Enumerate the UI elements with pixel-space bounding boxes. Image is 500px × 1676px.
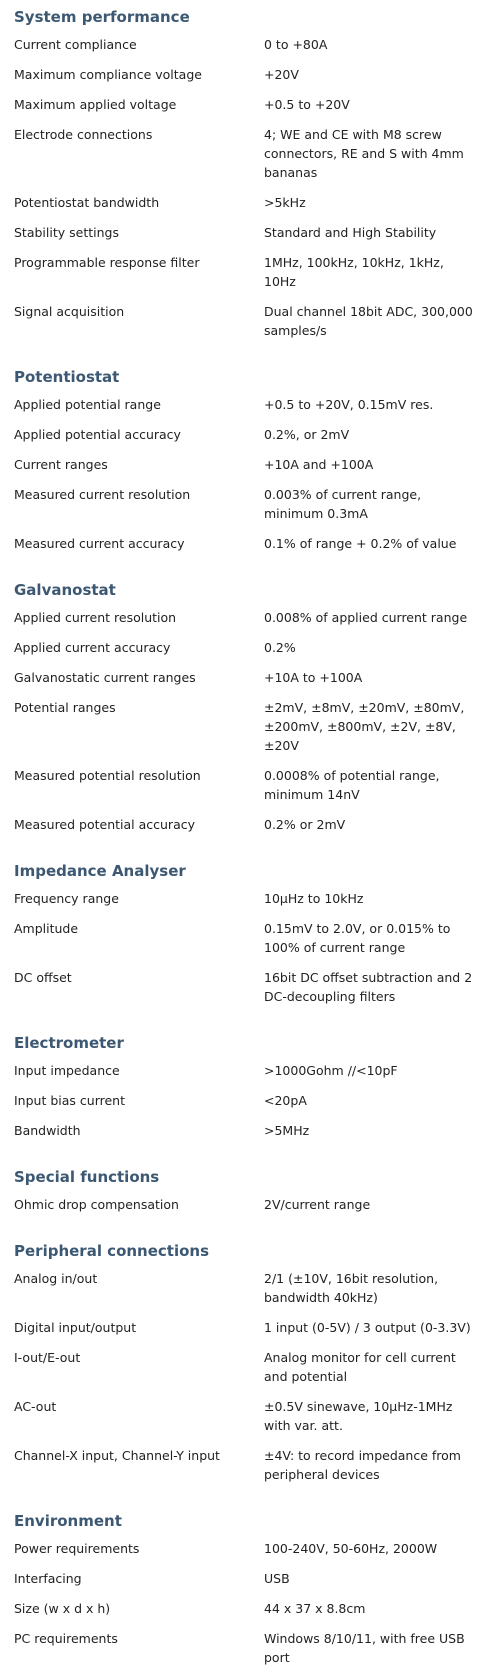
spec-row	[14, 532, 486, 562]
spec-row	[14, 33, 486, 63]
spec-value: 0.2% or 2mV	[264, 817, 346, 832]
spec-value: +10A to +100A	[264, 670, 363, 685]
spec-label: Stability settings	[14, 225, 119, 240]
spec-label: Measured potential resolution	[14, 768, 201, 783]
spec-label: AC-out	[14, 1399, 57, 1414]
spec-value: +10A and +100A	[264, 457, 374, 472]
spec-label: DC offset	[14, 970, 72, 985]
spec-row	[14, 63, 486, 93]
spec-label: Power requirements	[14, 1541, 140, 1556]
spec-value: 1MHz, 100kHz, 10kHz, 1kHz, 10Hz	[264, 255, 444, 289]
spec-value: 0.008% of applied current range	[264, 610, 468, 625]
section-title: Galvanostat	[14, 581, 116, 599]
spec-label: Potential ranges	[14, 700, 116, 715]
spec-label: Input bias current	[14, 1093, 125, 1108]
spec-row	[14, 1395, 486, 1444]
section-galvanostat	[14, 576, 486, 843]
spec-value: 0.003% of current range, minimum 0.3mA	[264, 487, 422, 521]
spec-label: Galvanostatic current ranges	[14, 670, 196, 685]
spec-label: Current ranges	[14, 457, 108, 472]
section-title: Impedance Analyser	[14, 862, 186, 880]
spec-row	[14, 696, 486, 764]
spec-label: Measured potential accuracy	[14, 817, 196, 832]
spec-value: +0.5 to +20V	[264, 97, 350, 112]
spec-value: ±2mV, ±8mV, ±20mV, ±80mV, ±200mV, ±800mV, ±2V, ±8V, ±20V	[264, 700, 465, 753]
spec-row	[14, 1089, 486, 1119]
spec-label: Interfacing	[14, 1571, 82, 1586]
section-title: Electrometer	[14, 1034, 124, 1052]
spec-value: 2/1 (±10V, 16bit resolution, bandwidth 40kHz)	[264, 1271, 439, 1305]
section-special-functions	[14, 1163, 486, 1223]
spec-row	[14, 1444, 486, 1493]
spec-label: I-out/E-out	[14, 1350, 81, 1365]
spec-row	[14, 1627, 486, 1676]
spec-label: Maximum applied voltage	[14, 97, 177, 112]
spec-row	[14, 1119, 486, 1149]
spec-row	[14, 1193, 486, 1223]
spec-value: Dual channel 18bit ADC, 300,000 samples/s	[264, 304, 473, 338]
spec-label: Frequency range	[14, 891, 119, 906]
spec-row	[14, 221, 486, 251]
spec-value: <20pA	[264, 1093, 307, 1108]
section-title: System performance	[14, 8, 190, 26]
section-title: Peripheral connections	[14, 1242, 210, 1260]
spec-value: >5kHz	[264, 195, 306, 210]
spec-row	[14, 251, 486, 300]
spec-row	[14, 1537, 486, 1567]
spec-label: Analog in/out	[14, 1271, 98, 1286]
spec-row	[14, 423, 486, 453]
spec-row	[14, 191, 486, 221]
spec-value: 0.15mV to 2.0V, or 0.015% to 100% of current range	[264, 921, 451, 955]
spec-value: Standard and High Stability	[264, 225, 437, 240]
spec-label: Applied current accuracy	[14, 640, 171, 655]
section-potentiostat	[14, 363, 486, 562]
spec-value: +0.5 to +20V, 0.15mV res.	[264, 397, 434, 412]
spec-row	[14, 483, 486, 532]
spec-value: 16bit DC offset subtraction and 2 DC-decoupling filters	[264, 970, 473, 1004]
spec-value: 0.2%, or 2mV	[264, 427, 350, 442]
spec-label: Input impedance	[14, 1063, 120, 1078]
spec-row	[14, 1346, 486, 1395]
spec-label: PC requirements	[14, 1631, 118, 1646]
spec-label: Applied current resolution	[14, 610, 177, 625]
spec-value: 0.0008% of potential range, minimum 14nV	[264, 768, 440, 802]
spec-label: Digital input/output	[14, 1320, 137, 1335]
spec-value: 10µHz to 10kHz	[264, 891, 364, 906]
section-title: Special functions	[14, 1168, 160, 1186]
spec-label: Applied potential accuracy	[14, 427, 181, 442]
spec-label: Channel-X input, Channel-Y input	[14, 1448, 220, 1463]
spec-row	[14, 966, 486, 1015]
spec-value: Analog monitor for cell current and potential	[264, 1350, 456, 1384]
spec-row	[14, 1316, 486, 1346]
spec-row	[14, 813, 486, 843]
spec-label: Amplitude	[14, 921, 79, 936]
spec-row	[14, 1267, 486, 1316]
spec-row	[14, 1597, 486, 1627]
spec-row	[14, 887, 486, 917]
spec-row	[14, 606, 486, 636]
section-impedance-analyser	[14, 857, 486, 1015]
spec-label: Measured current resolution	[14, 487, 191, 502]
spec-value: +20V	[264, 67, 299, 82]
spec-row	[14, 1059, 486, 1089]
spec-row	[14, 764, 486, 813]
section-title: Environment	[14, 1512, 122, 1530]
spec-row	[14, 93, 486, 123]
spec-row	[14, 1567, 486, 1597]
spec-value: Windows 8/10/11, with free USB port	[264, 1631, 465, 1665]
spec-row	[14, 453, 486, 483]
spec-value: 44 x 37 x 8.8cm	[264, 1601, 366, 1616]
spec-value: ±0.5V sinewave, 10µHz-1MHz with var. att.	[264, 1399, 453, 1433]
spec-value: USB	[264, 1571, 290, 1586]
spec-value: 0.1% of range + 0.2% of value	[264, 536, 457, 551]
section-electrometer	[14, 1029, 486, 1149]
spec-value: 4; WE and CE with M8 screw connectors, RE and S with 4mm bananas	[264, 127, 464, 180]
spec-label: Bandwidth	[14, 1123, 81, 1138]
section-environment	[14, 1507, 486, 1676]
spec-label: Applied potential range	[14, 397, 161, 412]
spec-row	[14, 636, 486, 666]
spec-value: >1000Gohm //<10pF	[264, 1063, 398, 1078]
section-system-performance	[14, 3, 486, 349]
spec-value: ±4V: to record impedance from peripheral devices	[264, 1448, 461, 1482]
spec-label: Size (w x d x h)	[14, 1601, 111, 1616]
section-peripheral-connections	[14, 1237, 486, 1493]
spec-value: >5MHz	[264, 1123, 310, 1138]
spec-value: 0 to +80A	[264, 37, 328, 52]
spec-value: 100-240V, 50-60Hz, 2000W	[264, 1541, 438, 1556]
spec-label: Programmable response filter	[14, 255, 200, 270]
spec-value: 2V/current range	[264, 1197, 371, 1212]
spec-label: Measured current accuracy	[14, 536, 185, 551]
spec-row	[14, 393, 486, 423]
spec-row	[14, 123, 486, 191]
spec-value: 1 input (0-5V) / 3 output (0-3.3V)	[264, 1320, 471, 1335]
spec-label: Current compliance	[14, 37, 137, 52]
spec-label: Electrode connections	[14, 127, 153, 142]
section-title: Potentiostat	[14, 368, 120, 386]
spec-row	[14, 666, 486, 696]
spec-value: 0.2%	[264, 640, 296, 655]
spec-row	[14, 917, 486, 966]
spec-label: Signal acquisition	[14, 304, 125, 319]
spec-label: Ohmic drop compensation	[14, 1197, 179, 1212]
spec-label: Potentiostat bandwidth	[14, 195, 160, 210]
spec-row	[14, 300, 486, 349]
spec-label: Maximum compliance voltage	[14, 67, 202, 82]
